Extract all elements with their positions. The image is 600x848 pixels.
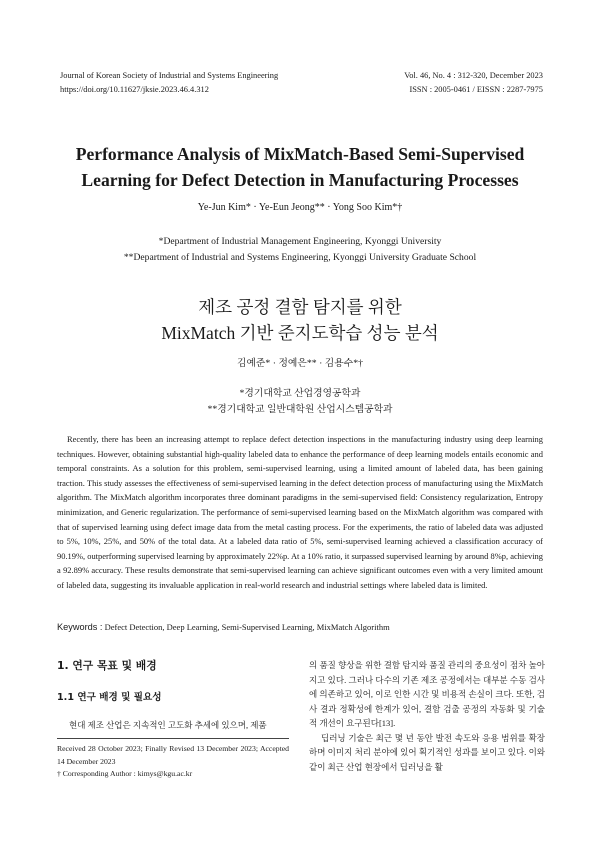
korean-title	[40, 294, 560, 346]
korean-title-line-1: 제조 공정 결함 탐지를 위한	[198, 297, 402, 317]
subsection-heading: 1.1 연구 배경 및 필요성	[57, 692, 162, 703]
english-title-line-2: Learning for Defect Detection in Manufacturing Processes	[81, 170, 519, 190]
english-authors: Ye-Jun Kim* · Ye-Eun Jeong** · Yong Soo Kim*†	[197, 202, 403, 213]
right-paragraph-2: 딥러닝 기술은 최근 몇 년 동안 발전 속도와 응용 범위를 확장하며 이미지 처리 분야에 있어 획기적인 성과를 보이고 있다. 이와 같이 최근 산업 현장에서 딥러닝을 활	[309, 732, 545, 772]
corresponding-author: † Corresponding Author : kimys@kgu.ac.kr	[57, 769, 193, 779]
issn-info: ISSN : 2005-0461 / EISSN : 2287-7975	[409, 85, 543, 94]
journal-header-right	[404, 69, 543, 97]
footnote	[57, 743, 289, 781]
section-heading: 1. 연구 목표 및 배경	[57, 659, 157, 672]
affiliation-ko-1: *경기대학교 산업경영공학과	[239, 388, 361, 399]
keywords-text: Defect Detection, Deep Learning, Semi-Supervised Learning, MixMatch Algorithm	[104, 622, 390, 632]
korean-affiliations	[0, 386, 600, 417]
left-column-paragraph: 현대 제조 산업은 지속적인 고도화 추세에 있으며, 제품	[69, 720, 267, 730]
right-paragraph-1: 의 품질 향상을 위한 결함 탐지와 품질 관리의 중요성이 점차 높아지고 있다. 그러나 다수의 기존 제조 공정에서는 대부분 수동 검사에 의존하고 있어, 이로 인한 시간 및 비용적 손실이 크다. 또한, 검사 결과 정확성에 한계가 있어, 결함 검출 공정의 자동화 및 기술적 개선이 요구된다[13].	[309, 660, 545, 728]
affiliation-en-2: **Department of Industrial and Systems Engineering, Kyonggi University Graduate School	[123, 251, 477, 263]
affiliation-ko-2: **경기대학교 일반대학원 산업시스템공학과	[207, 403, 393, 415]
journal-header-left	[60, 69, 278, 97]
korean-title-line-2: MixMatch 기반 준지도학습 성능 분석	[161, 323, 439, 343]
footnote-divider	[57, 738, 289, 739]
received-dates: Received 28 October 2023; Finally Revised 13 December 2023; Accepted 14 December 2023	[57, 744, 289, 766]
english-affiliations	[0, 234, 600, 265]
english-title-line-1: Performance Analysis of MixMatch-Based Semi-Supervised	[75, 144, 525, 164]
english-title	[40, 141, 560, 193]
volume-info: Vol. 46, No. 4 : 312-320, December 2023	[404, 71, 543, 80]
right-column	[309, 658, 545, 774]
journal-name: Journal of Korean Society of Industrial and Systems Engineering	[60, 71, 279, 80]
keywords-label: Keywords :	[57, 622, 103, 632]
abstract: Recently, there has been an increasing attempt to replace defect detection inspections in the manufacturing industry using deep learning techniques. However, obtaining substantial high-quality labeled data to enhance the performance of deep learning models entails economic and temporal constraints. As a solution for this problem, semi-supervised learning, using a limited amount of labeled data, has been gaining traction. This study assesses the effectiveness of semi-supervised learning in the defect detection process of manufacturing using the MixMatch algorithm. The MixMatch algorithm incorporates three dominant paradigms in the semi-supervised field: Consistency regularization, Entropy minimization, and Generic regularization. The performance of semi-supervised learning based on the MixMatch algorithm was compared with that of supervised learning using defect image data from the metal casting process. For the experiments, the ratio of labeled data was adjusted to 5%, 10%, 25%, and 50% of the total data. At a labeled data ratio of 5%, semi-supervised learning achieved a classification accuracy of 90.19%, outperforming supervised learning by approximately 22%p. At a 10% ratio, it surpassed supervised learning by around 8%p, achieving a 92.89% accuracy. These results demonstrate that semi-supervised learning can achieve significant outcomes even with a very limited amount of labeled data, suggesting its invaluable application in real-world research and industrial settings where labeled data is limited.	[57, 434, 543, 590]
doi-link[interactable]: https://doi.org/10.11627/jksie.2023.46.4.312	[60, 85, 209, 94]
korean-authors: 김예준* · 정예은** · 김용수*†	[237, 358, 363, 369]
affiliation-en-1: *Department of Industrial Management Engineering, Kyonggi University	[158, 236, 442, 247]
keywords	[57, 622, 390, 632]
